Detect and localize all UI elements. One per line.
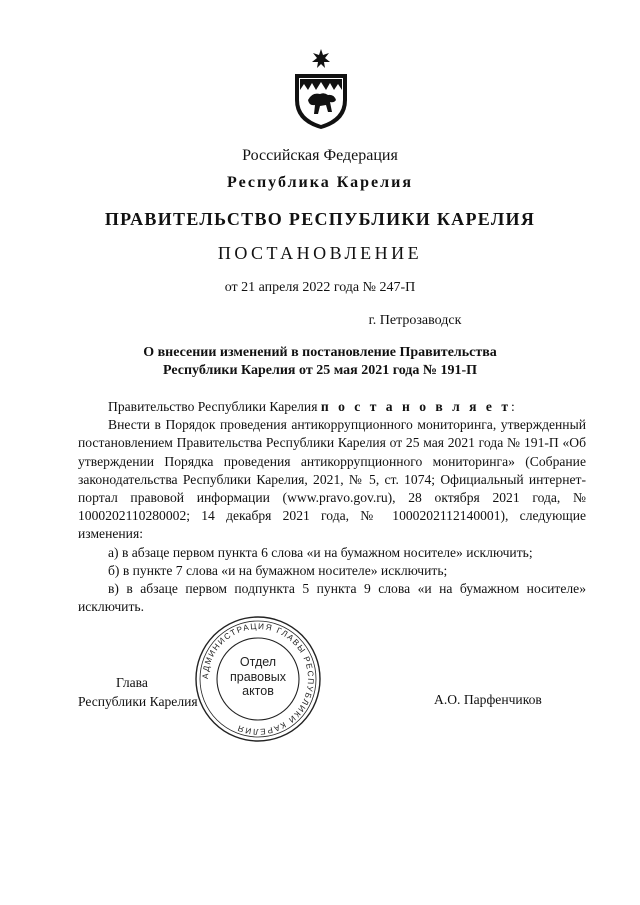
country-name: Российская Федерация xyxy=(242,147,398,164)
title-line-2: Республики Карелия от 25 мая 2021 года № 191-П xyxy=(162,363,478,378)
document-body xyxy=(78,398,586,616)
stamp-line-1: Отдел xyxy=(239,655,277,669)
stamp-center-text xyxy=(193,655,323,699)
item-a: а) в абзаце первом пункта 6 слова «и на бумажном носителе» исключить; xyxy=(108,544,533,560)
item-b: б) в пункте 7 слова «и на бумажном носителе» исключить; xyxy=(108,562,448,578)
item-c: в) в абзаце первом подпункта 5 пункта 9 слова «и на бумажном носителе» исключить. xyxy=(78,581,586,615)
title-line-1: О внесении изменений в постановление Правительства xyxy=(143,345,497,360)
signatory-position xyxy=(78,674,198,711)
position-line-1: Глава xyxy=(116,675,148,690)
stamp-ring-text: АДМИНИСТРАЦИЯ ГЛАВЫ РЕСПУБЛИКИ КАРЕЛИЯ xyxy=(200,621,316,737)
intro-subject: Правительство Республики Карелия xyxy=(108,399,321,414)
karelia-coat-of-arms-icon xyxy=(290,48,352,130)
government-name: ПРАВИТЕЛЬСТВО РЕСПУБЛИКИ КАРЕЛИЯ xyxy=(104,209,536,229)
paragraph-1: Внести в Порядок проведения антикоррупционного мониторинга, утвержденный постановлением Правительства Республики Карелия от 25 мая 2021 года № 191-П «Об утверждении Порядка проведения антикоррупционного мониторинга» (Собрание законодательства Республики Карелия, 2021, № 5, ст. 1074; Официальный интернет-портал правовой информации (www.pravo.gov.ru), 28 октября 2021 года, № 1000202110280002; 14 декабря 2021 года, № 1000202112140001), следующие изменения: xyxy=(78,417,586,542)
stamp-line-2: правовых xyxy=(230,669,286,684)
date-number: от 21 апреля 2022 года № 247-П xyxy=(224,280,416,295)
document-title xyxy=(60,344,580,380)
republic-name: Республика Карелия xyxy=(227,174,413,191)
intro-paragraph xyxy=(78,398,586,416)
city: г. Петрозаводск xyxy=(368,313,462,328)
intro-verb: п о с т а н о в л я е т xyxy=(320,399,512,414)
position-line-2: Республики Карелия xyxy=(78,693,198,709)
intro-colon: : xyxy=(511,399,515,414)
stamp-line-3: актов xyxy=(242,684,274,698)
signatory-name: А.О. Парфенчиков xyxy=(434,692,542,707)
document-type: ПОСТАНОВЛЕНИЕ xyxy=(217,243,423,263)
